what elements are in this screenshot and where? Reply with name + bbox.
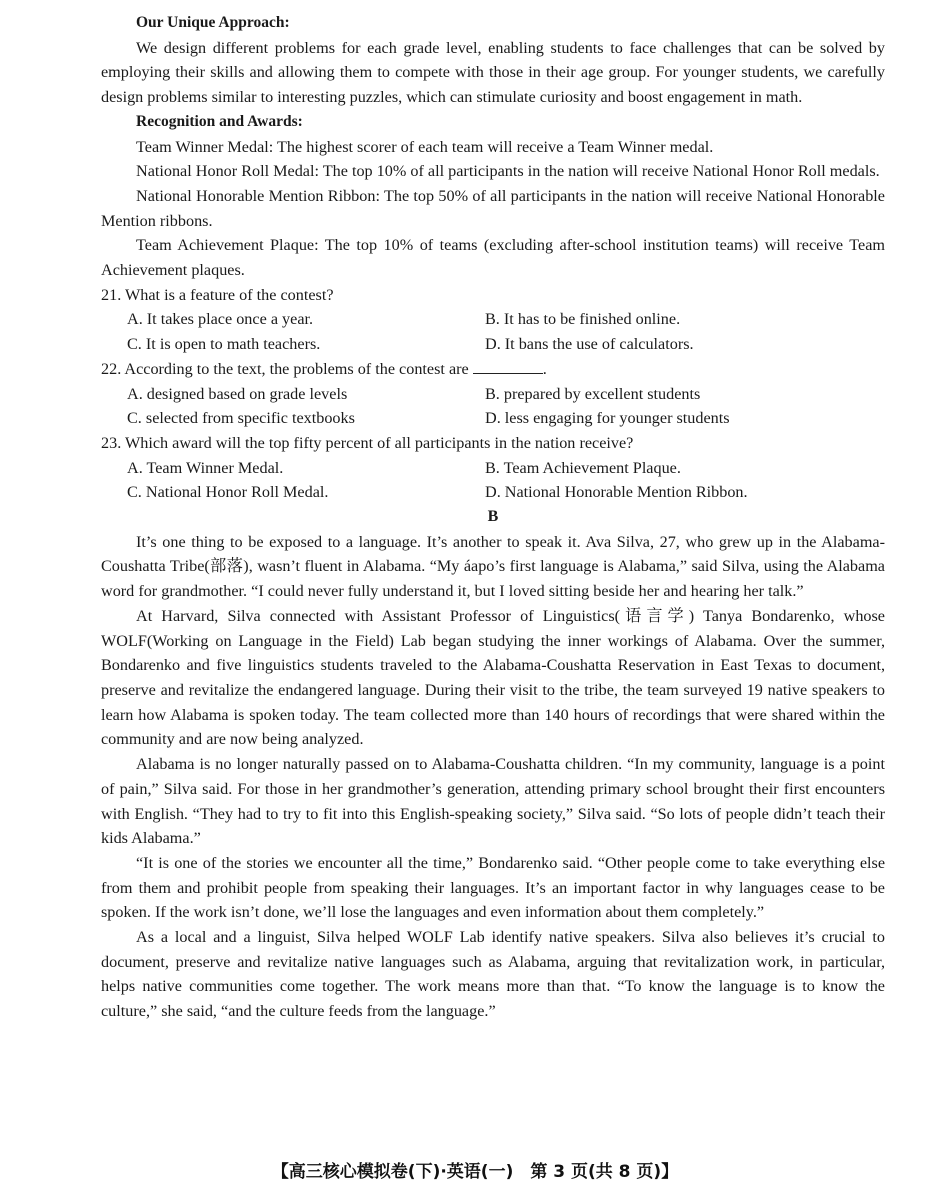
page-content (101, 11, 885, 1024)
award-item: Team Winner Medal: The highest scorer of each team will receive a Team Winner medal. (136, 137, 714, 156)
option-c: C. selected from specific textbooks (127, 409, 355, 428)
option-b: B. It has to be finished online. (485, 310, 681, 329)
question-22-stem-line (101, 357, 885, 382)
awards-heading: Recognition and Awards: (136, 112, 303, 130)
option-c: C. It is open to math teachers. (127, 335, 321, 354)
option-d: D. National Honorable Mention Ribbon. (485, 483, 748, 502)
award-item: National Honorable Mention Ribbon: The top 50% of all participants in the nation will receive National Honorable Mention ribbons. (101, 186, 885, 230)
passage-paragraph: It’s one thing to be exposed to a language. It’s another to speak it. Ava Silva, 27, who grew up in the Alabama-Coushatta Tribe(部落), wasn’t fluent in Alabama. “My áapo’s first language is Alabama,” said Silva, using the Alabama word for grandmother. “I could never fully understand it, but I loved sitting beside her and hearing her talk.” (101, 532, 885, 601)
option-b: B. prepared by excellent students (485, 384, 701, 403)
option-a: A. designed based on grade levels (127, 384, 348, 403)
option-d: D. less engaging for younger students (485, 409, 730, 428)
section-b-label: B (487, 508, 499, 526)
question-22-stem-end: . (542, 359, 547, 378)
passage-paragraph: Alabama is no longer naturally passed on to Alabama-Coushatta children. “In my community, language is a point of pain,” Silva said. For those in her grandmother’s generation, attending primary school brought their first encounters with English. “They had to try to fit into this English-speaking society,” Silva said. “So lots of people didn’t teach their kids Alabama.” (101, 755, 885, 848)
question-22-stem: 22. According to the text, the problems of the contest are (101, 359, 469, 378)
page-footer: 【高三核心模拟卷(下)·英语(一) 第 3 页(共 8 页)】 (271, 1162, 679, 1182)
question-21-options (101, 307, 885, 356)
option-a: A. It takes place once a year. (127, 310, 314, 329)
passage-paragraph: As a local and a linguist, Silva helped WOLF Lab identify native speakers. Silva also believes it’s crucial to document, preserve and revitalize native languages such as Alabama, arguing that revitalization work, in particular, helps native communities come together. The work means more than that. “To know the language is to know the culture,” she said, “and the culture feeds from the language.” (101, 928, 885, 1021)
passage-paragraph: At Harvard, Silva connected with Assistant Professor of Linguistics(语言学) Tanya Bondarenko, whose WOLF(Working on Language in the Field) Lab began studying the inner workings of Alabama. Over the summer, Bondarenko and five linguistics students traveled to the Alabama-Coushatta Reservation in East Texas to document, preserve and revitalize the endangered language. During their visit to the tribe, the team surveyed 19 native speakers to learn how Alabama is spoken today. The team collected more than 140 hours of recordings that were shared within the community and are now being analyzed. (101, 606, 885, 749)
option-c: C. National Honor Roll Medal. (127, 483, 329, 502)
option-a: A. Team Winner Medal. (127, 458, 284, 477)
approach-paragraph: We design different problems for each grade level, enabling students to face challenges that can be solved by employing their skills and allowing them to compete with those in their age group. For younger students, we carefully design problems similar to interesting puzzles, which can stimulate curiosity and boost engagement in math. (101, 38, 885, 107)
award-item: Team Achievement Plaque: The top 10% of teams (excluding after-school institution teams) will receive Team Achievement plaques. (101, 236, 885, 280)
option-b: B. Team Achievement Plaque. (485, 458, 681, 477)
question-22-options (101, 382, 885, 431)
answer-blank (473, 359, 543, 374)
question-21-stem: 21. What is a feature of the contest? (101, 285, 334, 304)
passage-paragraph: “It is one of the stories we encounter all the time,” Bondarenko said. “Other people come to take everything else from them and prohibit people from speaking their languages. It’s an important factor in why languages cease to be spoken. If the work isn’t done, we’ll lose the languages and even information about them completely.” (101, 853, 885, 922)
option-d: D. It bans the use of calculators. (485, 335, 694, 354)
question-23-stem: 23. Which award will the top fifty percent of all participants in the nation receive? (101, 433, 634, 452)
question-23-options (101, 456, 885, 505)
award-item: National Honor Roll Medal: The top 10% of all participants in the nation will receive National Honor Roll medals. (136, 162, 880, 181)
approach-heading: Our Unique Approach: (136, 14, 290, 31)
